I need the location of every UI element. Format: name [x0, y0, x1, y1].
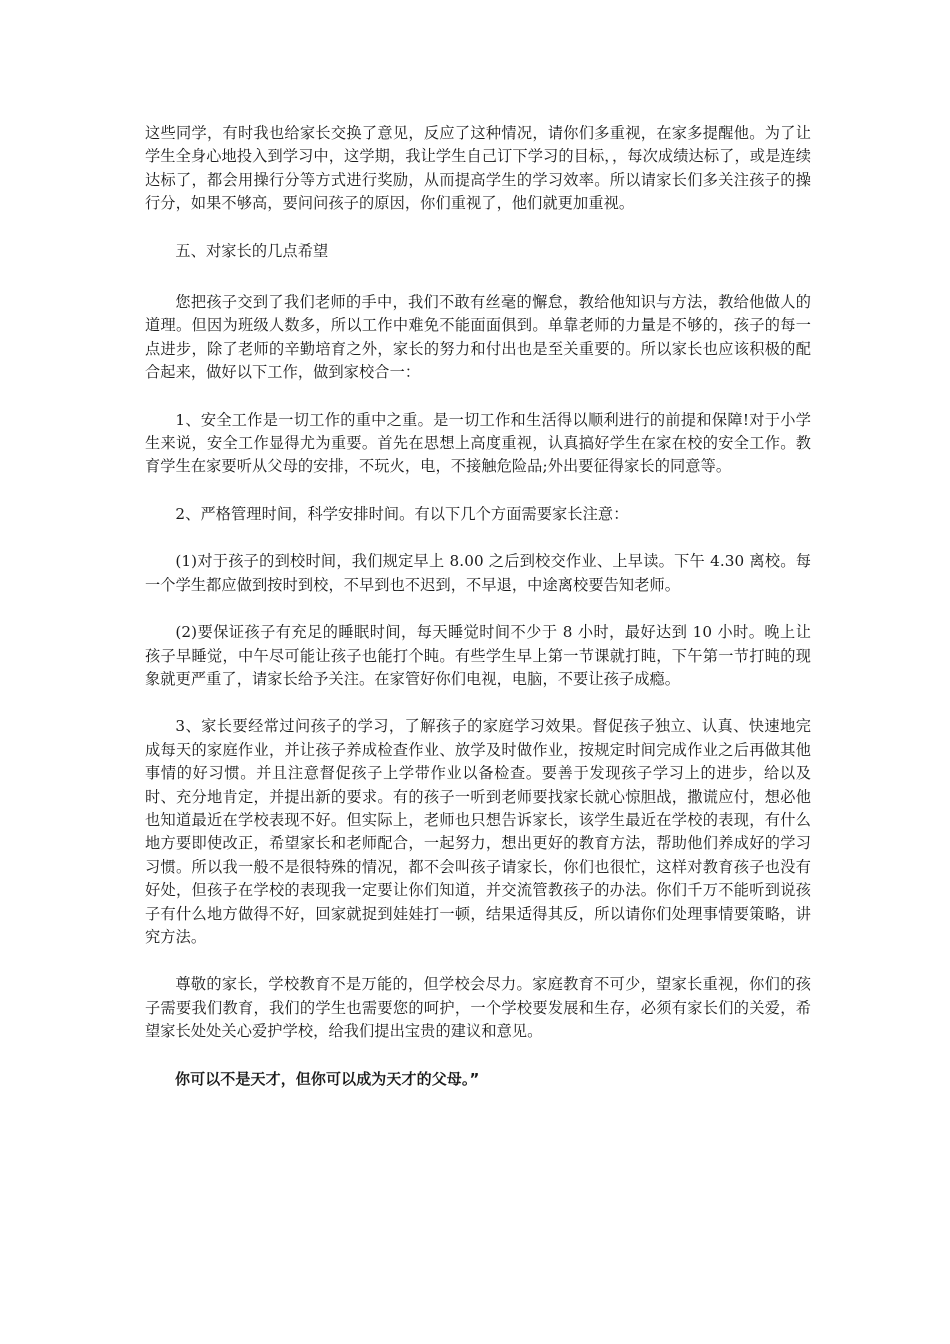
paragraph-intro: 您把孩子交到了我们老师的手中，我们不敢有丝毫的懈怠，教给他知识与方法，教给他做人的道理。但因为班级人数多，所以工作中难免不能面面俱到。单靠老师的力量是不够的，孩子的每一点进步，除了老师的辛勤培育之外，家长的努力和付出也是至关重要的。所以家长也应该积极的配合起来，做好以下工作，做到家校合一： [145, 293, 811, 382]
paragraph-study-followup: 3、家长要经常过问孩子的学习，了解孩子的家庭学习效果。督促孩子独立、认真、快速地完成每天的家庭作业，并让孩子养成检查作业、放学及时做作业，按规定时间完成作业之后再做其他事情的好习惯。并且注意督促孩子上学带作业以备检查。要善于发现孩子学习上的进步，给以及时、充分地肯定，并提出新的要求。有的孩子一听到老师要找家长就心惊胆战，撒谎应付，想必他也知道最近在学校表现不好。但实际上，老师也只想告诉家长，该学生最近在学校的表现，有什么地方要即使改正，希望家长和老师配合，一起努力，想出更好的教育方法，帮助他们养成好的学习习惯。所以我一般不是很特殊的情况，都不会叫孩子请家长，你们也很忙，这样对教育孩子也没有好处，但孩子在学校的表现我一定要让你们知道，并交流管教孩子的办法。你们千万不能听到说孩子有什么地方做得不好，回家就捉到娃娃打一顿，结果适得其反，所以请你们处理事情要策略，讲究方法。 [145, 717, 811, 946]
paragraph-arrival-time: (1)对于孩子的到校时间，我们规定早上 8.00 之后到校交作业、上早读。下午 4.30 离校。每一个学生都应做到按时到校，不早到也不迟到，不早退，中途离校要告知老师。 [145, 552, 811, 594]
paragraph-closing: 尊敬的家长，学校教育不是万能的，但学校会尽力。家庭教育不可少，望家长重视，你们的孩子需要我们教育，我们的学生也需要您的呵护，一个学校要发展和生存，必须有家长们的关爱，希望家长处处关心爱护学校，给我们提出宝贵的建议和意见。 [145, 975, 811, 1041]
section-heading-parent-hopes: 五、对家长的几点希望 [175, 241, 329, 260]
paragraph-time-management: 2、严格管理时间，科学安排时间。有以下几个方面需要家长注意： [175, 504, 629, 523]
closing-quote: 你可以不是天才，但你可以成为天才的父母。” [175, 1069, 480, 1088]
paragraph-sleep-time: (2)要保证孩子有充足的睡眠时间，每天睡觉时间不少于 8 小时，最好达到 10 小时。晚上让孩子早睡觉，中午尽可能让孩子也能打个盹。有些学生早上第一节课就打盹，下午第一节打盹的现象就更严重了，请家长给予关注。在家管好你们电视，电脑，不要让孩子成瘾。 [145, 623, 811, 688]
document-page [145, 122, 811, 1115]
paragraph-safety: 1、安全工作是一切工作的重中之重。是一切工作和生活得以顺利进行的前提和保障!对于小学生来说，安全工作显得尤为重要。首先在思想上高度重视，认真搞好学生在家在校的安全工作。教育学生在家要听从父母的安排，不玩火，电，不接触危险品;外出要征得家长的同意等。 [145, 410, 811, 476]
paragraph-continuation: 这些同学，有时我也给家长交换了意见，反应了这种情况，请你们多重视，在家多提醒他。为了让学生全身心地投入到学习中，这学期，我让学生自己订下学习的目标，，每次成绩达标了，或是连续达标了，都会用操行分等方式进行奖励，从而提高学生的学习效率。所以请家长们多关注孩子的操行分，如果不够高，要问问孩子的原因，你们重视了，他们就更加重视。 [145, 124, 811, 213]
